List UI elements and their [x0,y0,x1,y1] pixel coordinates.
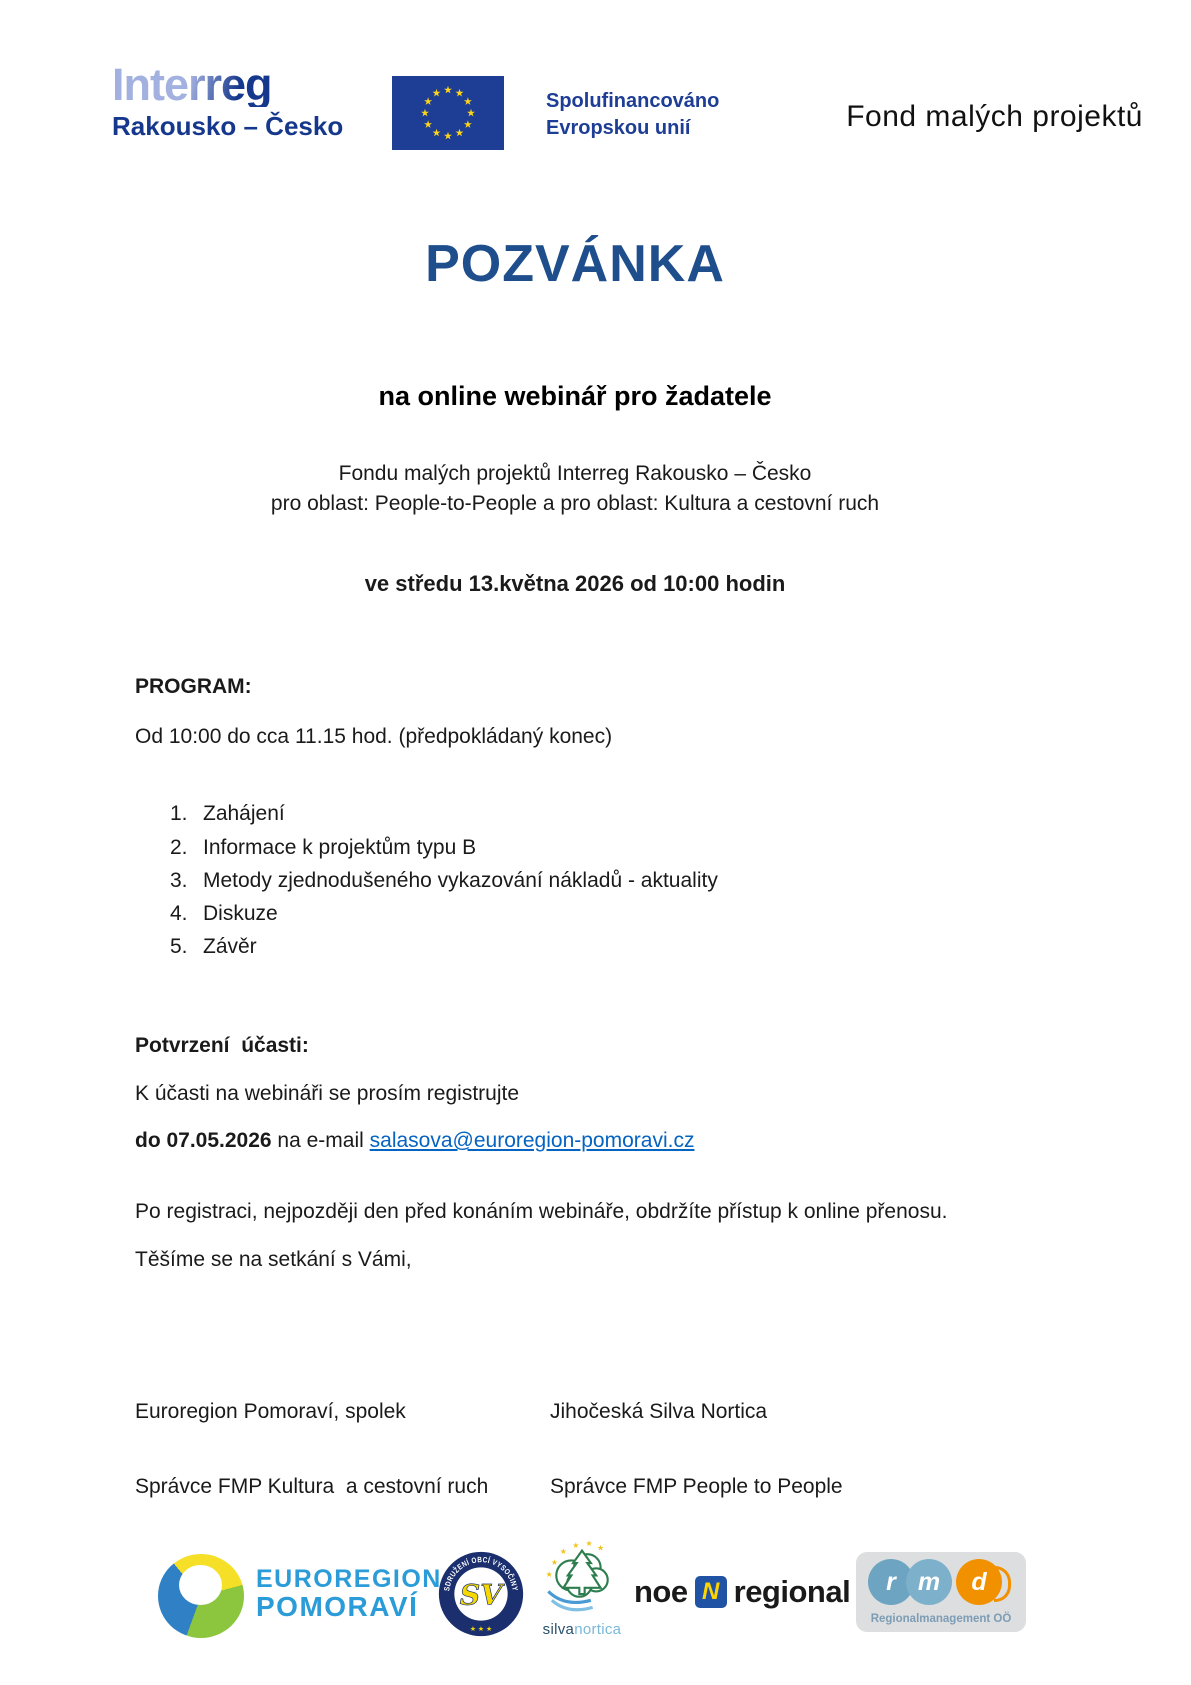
program-item: 3. Metody zjednodušeného vykazování nákladů - aktuality [170,869,718,892]
silva-nortica-label: silvanortica [542,1621,622,1638]
silva-nortica-logo [534,1540,630,1638]
euroregion-pomoravi-logo: EUROREGION POMORAVÍ [256,1565,442,1623]
svg-text:★: ★ [550,1557,559,1567]
signature-left: Euroregion Pomoraví, spolek Správce FMP Kultura a cestovní ruch [135,1400,489,1498]
rm-circle-r: r [868,1559,914,1605]
svg-text:★ ★ ★: ★ ★ ★ [469,1625,493,1633]
registration-line: K účasti na webináři se prosím registrujte [135,1082,519,1105]
interreg-logo [112,59,344,142]
fund-title: Fond malých projektů [846,100,1143,133]
noe-regional-logo: noe N regional [634,1574,851,1609]
subtitle: na online webinář pro žadatele [378,381,772,411]
interreg-wordmark: Interreg [112,62,343,107]
closing-line-2: Těšíme se na setkání s Vámi, [135,1248,412,1271]
regionalmanagement-ooe-logo [856,1552,1026,1632]
program-item: 1. Zahájení [170,802,285,825]
rm-circle-m: m [906,1559,952,1605]
euroregion-blob-icon [158,1554,244,1638]
eu-flag-icon [392,76,504,150]
sdruzeni-obci-vysociny-badge-icon [438,1551,524,1637]
rm-circle-d: d [956,1559,1002,1605]
page-title: POZVÁNKA [425,235,725,293]
registration-deadline: do 07.05.2026 [135,1129,272,1152]
svg-text:SDRUŽENÍ OBCÍ VYSOČINY: SDRUŽENÍ OBCÍ VYSOČINY [442,1555,520,1593]
registration-heading: Potvrzení účasti: [135,1034,309,1057]
program-duration: Od 10:00 do cca 11.15 hod. (předpokládaný konec) [135,725,613,748]
program-heading: PROGRAM: [135,675,252,698]
svg-text:★: ★ [572,1540,580,1550]
silva-nortica-tree-icon [534,1540,630,1618]
registration-email-link[interactable]: salasova@euroregion-pomoravi.cz [369,1129,695,1152]
svg-text:★: ★ [585,1540,593,1549]
event-datetime: ve středu 13.května 2026 od 10:00 hodin [364,571,786,596]
noe-n-icon: N [695,1576,727,1608]
svg-text:★: ★ [597,1543,605,1553]
eu-cofunding-label: Spolufinancováno Evropskou unií [546,90,720,139]
closing-line-1: Po registraci, nejpozději den před konáním webináře, obdržíte přístup k online přenosu. [135,1200,948,1223]
interreg-region-label: Rakousko – Česko [112,111,344,141]
program-item: 4. Diskuze [170,902,278,925]
program-item: 2. Informace k projektům typu B [170,836,477,859]
registration-deadline-line: do 07.05.2026 na e-mail salasova@euroregion-pomoravi.cz [135,1129,695,1152]
rm-caption: Regionalmanagement OÖ [870,1613,1012,1625]
signature-right: Jihočeská Silva Nortica Správce FMP People to People [550,1400,843,1498]
program-item: 5. Závěr [170,935,257,958]
intro-line-2: pro oblast: People-to-People a pro oblast: Kultura a cestovní ruch [270,492,880,515]
svg-text:★: ★ [545,1570,553,1580]
svg-text:★: ★ [559,1547,567,1557]
intro-line-1: Fondu malých projektů Interreg Rakousko – Česko [338,462,812,485]
svg-text:SV: SV [459,1577,503,1612]
